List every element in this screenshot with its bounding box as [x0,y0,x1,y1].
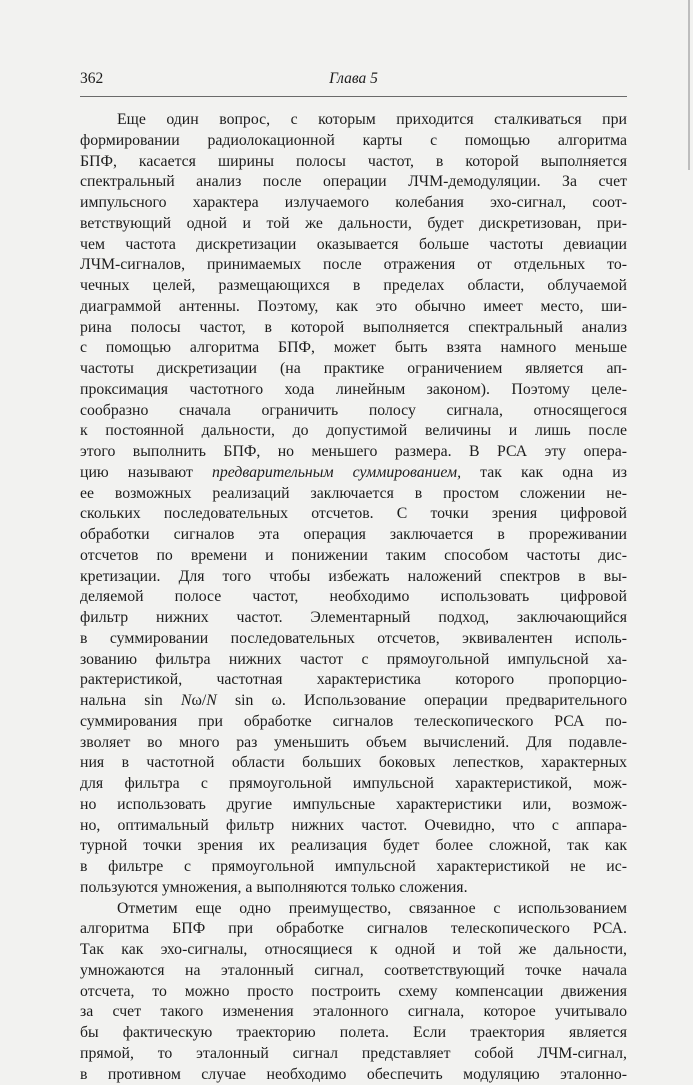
text-run: алгоритма БПФ при обработке сигналов телескопического РСА. [80,920,627,937]
text-line [80,670,627,691]
text-run: импульсного характера излучаемого колебания эхо-сигнал, соот- [80,194,627,211]
text-run: к постоянной дальности, до допустимой величины и лишь после [80,422,627,439]
text-line [80,919,627,940]
paragraph [80,110,627,899]
text-run: частоты дискретизации (на практике ограничением является ап- [80,360,627,377]
text-line [80,297,627,318]
text-run: ЛЧМ-сигналов, принимаемых после отражения от отдельных то- [80,256,627,273]
text-run: диаграммой антенны. Поэтому, как это обычно имеет место, ши- [80,298,627,315]
text-line [80,318,627,339]
paragraph [80,899,627,1085]
page-number: 362 [80,70,103,88]
text-line [80,255,627,276]
text-line [80,504,627,525]
text-line [80,276,627,297]
text-line [80,214,627,235]
text-run: ее возможных реализаций заключается в простом сложении не- [80,485,627,502]
text-line [80,587,627,608]
text-run: рактеристикой, частотная характеристика которого пропорцио- [80,671,627,688]
text-run: Так как эхо-сигналы, относящиеся к одной и той же дальности, [80,941,627,958]
text-line [80,629,627,650]
text-run: прямой, то эталонный сигнал представляет собой ЛЧМ-сигнал, [80,1045,627,1062]
text-line [80,774,627,795]
text-line [80,1023,627,1044]
text-run: с помощью алгоритма БПФ, может быть взята намного меньше [80,339,627,356]
body-text [80,110,627,1085]
text-line [80,940,627,961]
text-line [80,982,627,1003]
text-run: ω/ [191,692,206,709]
text-line [80,712,627,733]
text-line [80,650,627,671]
text-line [80,816,627,837]
text-line [80,1002,627,1023]
text-line [80,110,627,131]
text-run: суммирования при обработке сигналов телескопического РСА по- [80,713,627,730]
text-line [80,795,627,816]
text-run: умножаются на эталонный сигнал, соответствующий точке начала [80,962,627,979]
text-run: бы фактическую траекторию полета. Если траектория является [80,1024,627,1041]
emphasized-text: N [181,692,192,709]
text-run: зованию фильтра нижних частот с прямоугольной импульсной ха- [80,651,627,668]
text-run: обработки сигналов эта операция заключается в прореживании [80,526,627,543]
text-run: формировании радиолокационной карты с помощью алгоритма [80,132,627,149]
text-run: деляемой полосе частот, необходимо использовать цифровой [80,588,627,605]
text-run: в фильтре с прямоугольной импульсной характеристикой не ис- [80,858,627,875]
text-run: пользуются умножения, а выполняются только сложения. [80,879,468,896]
text-run: но использовать другие импульсные характеристики или, возмож- [80,796,627,813]
text-line [80,525,627,546]
text-line [80,1065,627,1085]
text-line [80,753,627,774]
text-run: кретизации. Для того чтобы избежать наложений спектров в вы- [80,568,627,585]
text-run: проксимация частотного хода линейным законом). Поэтому целе- [80,381,627,398]
text-line [80,131,627,152]
text-run: скольких последовательных отсчетов. С точки зрения цифровой [80,505,627,522]
text-line [80,380,627,401]
text-line [80,172,627,193]
text-run: в противном случае необходимо обеспечить модуляцию эталонно- [80,1066,627,1083]
running-header [80,70,627,92]
chapter-title: Глава 5 [80,70,627,88]
text-run: турной точки зрения их реализация будет более сложной, так как [80,837,627,854]
text-run: рина полосы частот, в которой выполняется спектральный анализ [80,319,627,336]
text-run: так как одна из [461,464,627,481]
text-line [80,836,627,857]
text-line [80,152,627,173]
text-line [80,484,627,505]
text-run: этого выполнить БПФ, но меньшего размера. В РСА эту опера- [80,443,627,460]
text-run: в суммировании последовательных отсчетов, эквивалентен исполь- [80,630,627,647]
text-line [80,567,627,588]
text-line [80,463,627,484]
text-line [80,691,627,712]
text-run: за счет такого изменения эталонного сигнала, которое учитывало [80,1003,627,1020]
text-run: спектральный анализ после операции ЛЧМ-демодуляции. За счет [80,173,627,190]
text-line [80,235,627,256]
text-line [80,401,627,422]
text-run: чем частота дискретизации оказывается больше частоты девиации [80,236,627,253]
text-line [80,899,627,920]
emphasized-text: N [206,692,217,709]
text-line [80,1044,627,1065]
text-run: отсчетов по времени и понижении таким способом частоты дис- [80,547,627,564]
text-run: Отметим еще одно преимущество, связанное с использованием [117,900,627,917]
text-run: чечных целей, размещающихся в пределах области, облучаемой [80,277,627,294]
emphasized-text: предварительным суммированием, [212,464,461,481]
text-run: sin ω. Использование операции предварительного [217,692,627,709]
text-run: цию называют [80,464,212,481]
text-line [80,359,627,380]
text-run: БПФ, касается ширины полосы частот, в которой выполняется [80,153,627,170]
text-line [80,338,627,359]
text-run: фильтр нижних частот. Элементарный подход, заключающийся [80,609,627,626]
text-run: нальна sin [80,692,181,709]
text-line [80,878,627,899]
text-line [80,193,627,214]
header-rule [80,96,627,97]
text-run: ния в частотной области больших боковых лепестков, характерных [80,754,627,771]
text-run: ветствующий одной и той же дальности, будет дискретизован, при- [80,215,627,232]
text-line [80,442,627,463]
text-run: но, оптимальный фильтр нижних частот. Очевидно, что с аппара- [80,817,627,834]
page-edge-shadow [688,0,690,170]
text-line [80,857,627,878]
text-line [80,961,627,982]
text-line [80,608,627,629]
text-run: для фильтра с прямоугольной импульсной характеристикой, мож- [80,775,627,792]
text-line [80,421,627,442]
text-run: сообразно сначала ограничить полосу сигнала, относящегося [80,402,627,419]
text-line [80,733,627,754]
text-run: отсчета, то можно просто построить схему компенсации движения [80,983,627,1000]
text-run: Еще один вопрос, с которым приходится сталкиваться при [117,111,627,128]
text-run: зволяет во много раз уменьшить объем вычислений. Для подавле- [80,734,627,751]
text-line [80,546,627,567]
